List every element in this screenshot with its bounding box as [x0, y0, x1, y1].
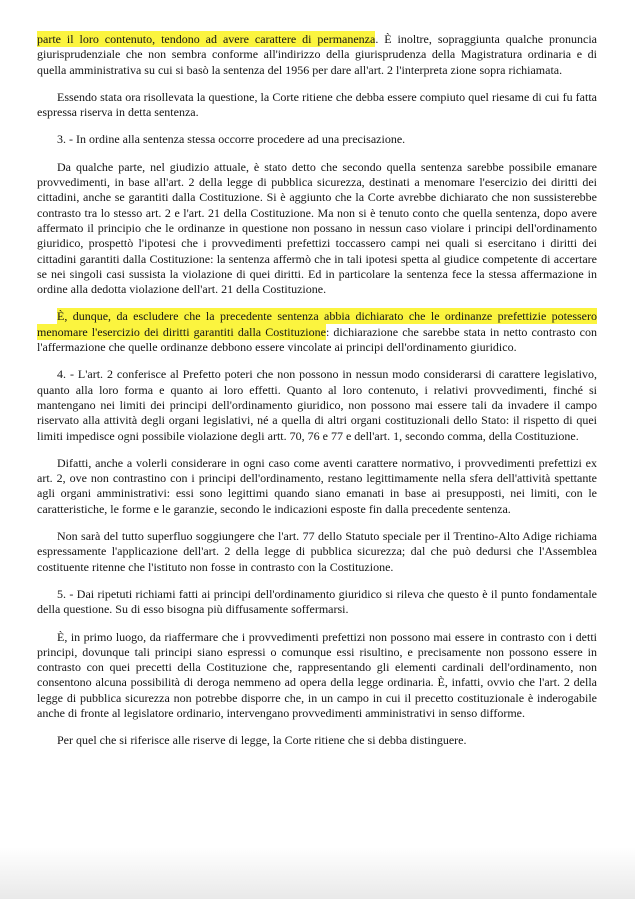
- paragraph: [37, 90, 597, 121]
- body-text: Difatti, anche a volerli considerare in ogni caso come aventi carattere normativo, i provvedimenti prefettizi ex art. 2, ove non contrastino con i principi dell'ordinamento, restano legittimamente nella sfera dell'attività spettante agli organi amministrativi: essi sono legittimi quando siano emanati in base ai presupposti, nei limiti, con le caratteristiche, le forme e le garanzie, secondo le indicazioni esposte fin dalla precedente sentenza.: [37, 455, 597, 516]
- body-text: . È inoltre, sopraggiunta qualche pronuncia giurisprudenziale che non sembra conforme all'indirizzo della giurisprudenza della Magistratura ordinaria e di quella amministrativa su cui si basò la sentenza del 1956 per dare all'art. 2 l'interpreta zione sopra richiamata.: [37, 32, 597, 77]
- paragraph: [37, 160, 597, 298]
- paragraph: [37, 529, 597, 575]
- body-text: Non sarà del tutto superfluo soggiungere che l'art. 77 dello Statuto speciale per il Trentino-Alto Adige richiama espressamente l'applicazione dell'art. 2 della legge di pubblica sicurezza; dal che può dedursi che l'Assemblea costituente ritenne che l'istituto non fosse in contrasto con la Costituzione.: [37, 529, 597, 574]
- highlighted-text: È, dunque, da escludere che la precedente sentenza abbia dichiarato che le ordinanze prefettizie potessero menomare l'esercizio dei diritti garantiti dalla Costituzione: [37, 309, 597, 339]
- paragraph: [37, 309, 597, 355]
- body-text: Per quel che si riferisce alle riserve di legge, la Corte ritiene che si debba distinguere.: [57, 733, 467, 748]
- body-text: 5. - Dai ripetuti richiami fatti ai principi dell'ordinamento giuridico si rileva che questo è il punto fondamentale della questione. Su di esso bisogna più diffusamente soffermarsi.: [37, 586, 597, 617]
- paragraph: [37, 587, 597, 618]
- paragraph: [37, 132, 597, 147]
- paragraph: [37, 32, 597, 78]
- paragraph: [37, 456, 597, 517]
- body-text: : dichiarazione che sarebbe stata in netto contrasto con l'affermazione che quelle ordinanze debbono essere vincolate ai principi dell'ordinamento giuridico.: [37, 324, 598, 355]
- body-text: È, in primo luogo, da riaffermare che i provvedimenti prefettizi non possono mai essere in contrasto con i detti principi, dovunque tali principi siano espressi o comunque essi risultino, e precisamente non possono essere in contrasto con quei precetti della Costituzione che, rappresentando gli elementi cardinali dell'ordinamento, non consentono alcuna possibilità di deroga nemmeno ad opera della legge ordinaria. È, infatti, ovvio che l'art. 2 della legge di pubblica sicurezza non potrebbe disporre che, in un campo in cui il precetto costituzionale è inderogabile anche di fronte al legislatore ordinario, intervengano provvedimenti amministrativi in senso difforme.: [37, 629, 597, 720]
- paragraph: [37, 733, 597, 748]
- page-bottom-fade: [0, 847, 635, 899]
- highlighted-text: parte il loro contenuto, tendono ad avere carattere di permanenza: [37, 32, 376, 46]
- paragraph: [37, 367, 597, 443]
- paragraph: [37, 630, 597, 722]
- document-body: [37, 32, 597, 749]
- body-text: 3. - In ordine alla sentenza stessa occorre procedere ad una precisazione.: [57, 132, 406, 147]
- body-text: 4. - L'art. 2 conferisce al Prefetto poteri che non possono in nessun modo considerarsi di carattere legislativo, quanto alla loro forma e quanto ai loro effetti. Quanto al loro contenuto, i relativi provvedimenti, finché si mantengano nei limiti dei principi dell'ordinamento giuridico, non possono mai essere tali da invadere il campo riservato alla attività degli organi legislativi, né a quella di altri organi costituzionali dello Stato: il rispetto di quei limiti impedisce ogni possibile violazione degli artt. 70, 76 e 77 e dell'art. 1, secondo comma, della Costituzione.: [37, 367, 597, 443]
- body-text: Da qualche parte, nel giudizio attuale, è stato detto che secondo quella sentenza sarebbe possibile emanare provvedimenti, in base all'art. 2 della legge di pubblica sicurezza, destinati a menomare l'esercizio dei diritti dei cittadini, anche se garantiti dalla Costituzione. Si è aggiunto che la Corte avrebbe dichiarato che non sussisterebbe contrasto tra lo stesso art. 2 e l'art. 21 della Costituzione. Ma non si è tenuto conto che quella sentenza, dopo avere affermato il principio che le ordinanze in questione non possano in nessun caso violare i principi dell'ordinamento giuridico, prospettò l'ipotesi che i provvedimenti prefettizi toccassero campi nei quali si esercitano i diritti dei cittadini garantiti dalla Costituzione: la sentenza affermò che in tali ipotesi spetta al giudice competente di accertare se nei singoli casi sussista la violazione di quei diritti. Ed in particolare la sentenza fece la stessa affermazione in ordine alla dedotta violazione dell'art. 21 della Costituzione.: [37, 159, 597, 297]
- body-text: Essendo stata ora risollevata la questione, la Corte ritiene che debba essere compiuto quel riesame di cui fu fatta espressa riserva in detta sentenza.: [37, 89, 597, 120]
